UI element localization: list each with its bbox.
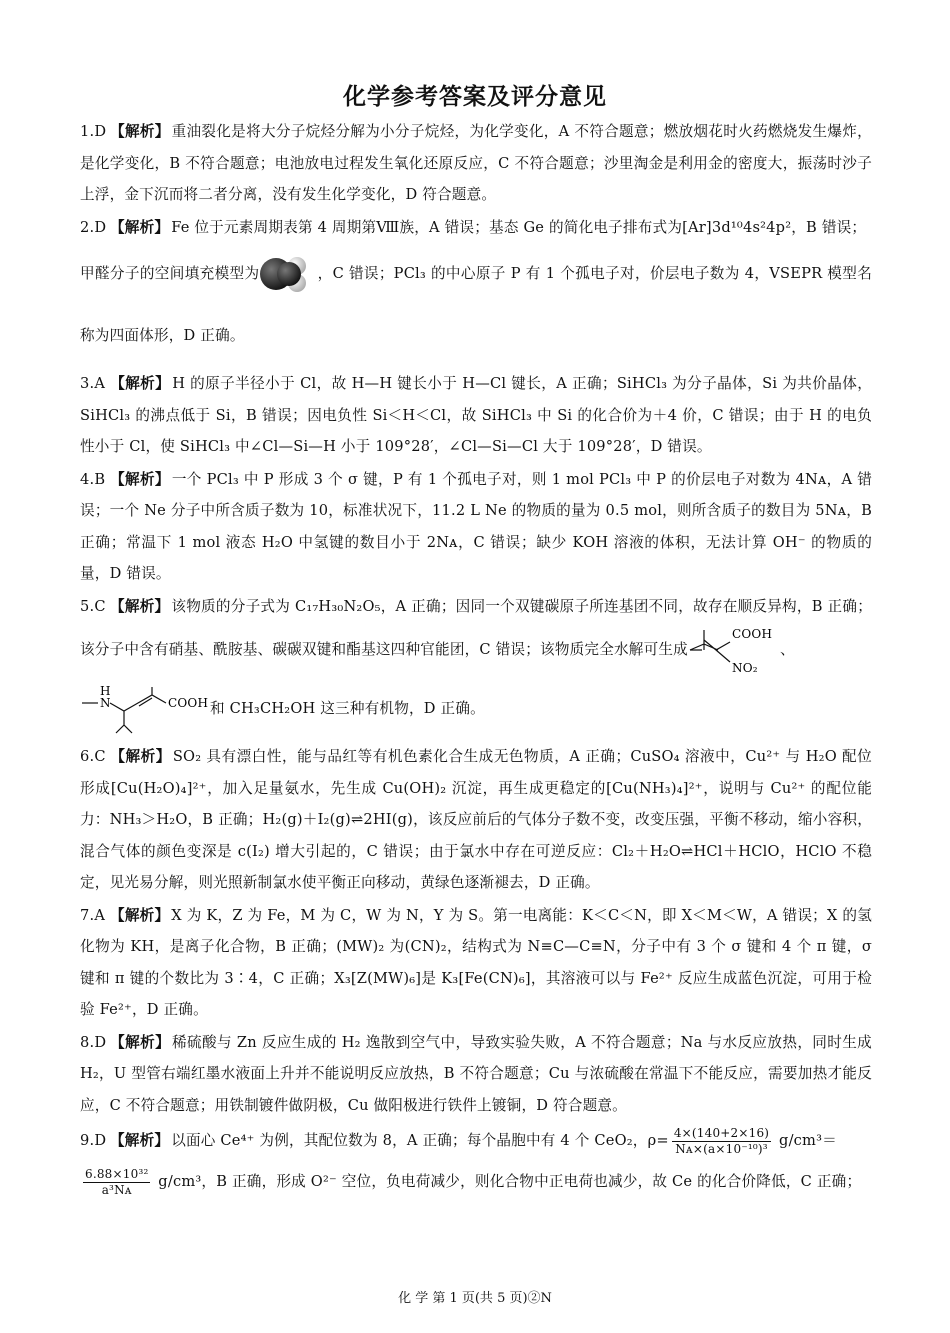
- answer-number: 4.B: [80, 470, 106, 488]
- answer-text: g/cm³，B 正确，形成 O²⁻ 空位，负电荷减少，则化合物中正电荷也减少，故 Ce 的化合价降低，C 正确；: [153, 1173, 862, 1190]
- nitro-acid-structure-icon: [688, 622, 780, 678]
- answer-number: 1.D: [80, 123, 107, 140]
- answer-text: 一个 PCl₃ 中 P 形成 3 个 σ 键，P 有 1 个孤电子对，则 1 mol PCl₃ 中 P 的价层电子对数为 4Nᴀ，A 错误；一个 Ne 分子中所含质子数为 10，标准状况下，11.2 L Ne 的物质的量为 0.5 mol，则所含质子的数目为 5Nᴀ，B 正确；常温下 1 mol 液态 H₂O 中氢键的数目小于 2Nᴀ，C 错误；缺少 KOH 溶液的体积，无法计算 OH⁻ 的物质的量，D 错误。: [80, 470, 872, 582]
- answer-text: g/cm³＝: [774, 1132, 837, 1149]
- analysis-tag: 【解析】: [110, 123, 170, 140]
- analysis-tag: 【解析】: [110, 906, 170, 924]
- answer-8: [80, 1027, 872, 1122]
- analysis-tag: 【解析】: [110, 1033, 171, 1051]
- analysis-tag: 【解析】: [110, 218, 170, 236]
- answer-text: 和 CH₃CH₂OH 这三种有机物，D 正确。: [210, 700, 485, 717]
- analysis-tag: 【解析】: [110, 1132, 170, 1149]
- answer-text: H 的原子半径小于 Cl，故 H—H 键长小于 H—Cl 键长，A 正确；SiHCl₃ 为分子晶体，Si 为共价晶体，SiHCl₃ 的沸点低于 Si，B 错误；因电负性 Si＜H＜Cl，故 SiHCl₃ 中 Si 的化合价为＋4 价，C 错误；由于 H 的电负性小于 Cl，使 SiHCl₃ 中∠Cl—Si—H 小于 109°28′，∠Cl—Si—Cl 大于 109°28′，D 错误。: [80, 375, 872, 455]
- page-title: 化学参考答案及评分意见: [343, 84, 607, 110]
- no2-label: NO₂: [731, 661, 758, 675]
- h-label: H: [100, 684, 111, 698]
- answer-text: 以面心 Ce⁴⁺ 为例，其配位数为 8，A 正确；每个晶胞中有 4 个 CeO₂，ρ=: [171, 1132, 669, 1149]
- answer-line: [80, 243, 872, 367]
- answer-7: [80, 900, 872, 1026]
- answer-text: 稀硫酸与 Zn 反应生成的 H₂ 逸散到空气中，导致实验失败，A 不符合题意；Na 与水反应放热，同时生成 H₂，U 型管右端红墨水液面上升并不能说明反应放热，B 不符合题意；Cu 与浓硫酸在常温下不能反应，需要加热才能反应，C 不符合题意；用铁制镀件做阴极，Cu 做阳极进行铁件上镀铜，D 符合题意。: [80, 1033, 872, 1114]
- amine-acid-structure-icon: [80, 683, 210, 735]
- answer-text: ，C 错误；PCl₃ 的中心原子 P 有 1 个孤电子对，价层电子数为 4，VSEPR 模型名称为四面体形，D 正确。: [80, 265, 873, 344]
- answer-list: [80, 116, 872, 1205]
- fraction-numerator: 4×(140+2×16): [673, 1125, 770, 1140]
- answer-9: [80, 1122, 872, 1204]
- fraction-denominator: a³Nᴀ: [101, 1182, 132, 1197]
- fraction-numerator: 6.88×10³²: [85, 1166, 149, 1181]
- fraction-denominator: Nᴀ×(a×10⁻¹⁰)³: [675, 1141, 768, 1156]
- answer-line: [80, 1160, 872, 1204]
- answer-number: 5.C: [80, 597, 106, 615]
- density-result-fraction: [83, 1167, 150, 1198]
- answer-2: [80, 212, 872, 368]
- analysis-tag: 【解析】: [110, 470, 170, 488]
- answer-text: X 为 K，Z 为 Fe，M 为 C，W 为 N，Y 为 S。第一电离能：K＜C＜N，即 X＜M＜W，A 错误；X 的氢化物为 KH，是离子化合物，B 正确；(MW)₂ 为(CN)₂，结构式为 N≡C—C≡N，分子中有 3 个 σ 键和 4 个 π 键，σ 键和 π 键的个数比为 3∶4，C 正确；X₃[Z(MW)₆]是 K₃[Fe(CN)₆]，其溶液可以与 Fe²⁺ 反应生成蓝色沉淀，可用于检验 Fe²⁺，D 正确。: [80, 906, 872, 1018]
- analysis-tag: 【解析】: [110, 748, 171, 765]
- answer-4: [80, 464, 872, 590]
- answer-text: 甲醛分子的空间填充模型为: [80, 265, 260, 282]
- answer-3: [80, 368, 872, 463]
- answer-number: 3.A: [80, 375, 106, 392]
- answer-number: 8.D: [80, 1033, 107, 1051]
- page-footer: 化 学 第 1 页(共 5 页)②N: [398, 1291, 552, 1306]
- answer-6: [80, 741, 872, 899]
- answer-text: 该物质的分子式为 C₁₇H₃₀N₂O₅，A 正确；因同一个双键碳原子所连基团不同，故存在顺反异构，B 正确；该分子中含有硝基、酰胺基、碳碳双键和酯基这四种官能团，C 错误；该物质完全水解可生成: [80, 597, 872, 658]
- density-fraction: [672, 1126, 771, 1157]
- answer-1: [80, 116, 872, 211]
- answer-number: 9.D: [80, 1132, 107, 1149]
- answer-text: 重油裂化是将大分子烷烃分解为小分子烷烃，为化学变化，A 不符合题意；燃放烟花时火药燃烧发生爆炸，是化学变化，B 不符合题意；电池放电过程发生氧化还原反应，C 不符合题意；沙里淘金是利用金的密度大，振荡时沙子上浮，金下沉而将二者分离，没有发生化学变化，D 符合题意。: [80, 123, 872, 203]
- answer-number: 2.D: [80, 218, 107, 236]
- answer-text: Fe 位于元素周期表第 4 周期第Ⅷ族，A 错误；基态 Ge 的简化电子排布式为[Ar]3d¹⁰4s²4p²，B 错误；: [171, 218, 867, 236]
- separator: 、: [779, 641, 795, 658]
- answer-text: SO₂ 具有漂白性，能与品红等有机色素化合生成无色物质，A 正确；CuSO₄ 溶液中，Cu²⁺ 与 H₂O 配位形成[Cu(H₂O)₄]²⁺，加入足量氨水，先生成 Cu(OH)₂ 沉淀，再生成更稳定的[Cu(NH₃)₄]²⁺，说明与 Cu²⁺ 的配位能力：NH₃＞H₂O，B 正确；H₂(g)＋I₂(g)⇌2HI(g)，该反应前后的气体分子数不变，改变压强，平衡不移动，缩小容积，混合气体的颜色变深是 c(I₂) 增大引起的，C 错误；由于氯水中存在可逆反应：Cl₂＋H₂O⇌HCl＋HClO，HClO 不稳定，见光易分解，则光照新制氯水使平衡正向移动，黄绿色逐渐褪去，D 正确。: [80, 748, 872, 891]
- cooh-label: COOH: [168, 696, 209, 710]
- answer-line: [80, 678, 872, 740]
- answer-number: 6.C: [80, 748, 106, 765]
- n-label: N: [100, 696, 111, 710]
- cooh-label: COOH: [731, 627, 773, 641]
- answer-5: [80, 591, 872, 741]
- answer-number: 7.A: [80, 906, 106, 924]
- analysis-tag: 【解析】: [110, 597, 170, 615]
- analysis-tag: 【解析】: [110, 375, 171, 392]
- formaldehyde-space-filling-model-icon: [259, 252, 317, 296]
